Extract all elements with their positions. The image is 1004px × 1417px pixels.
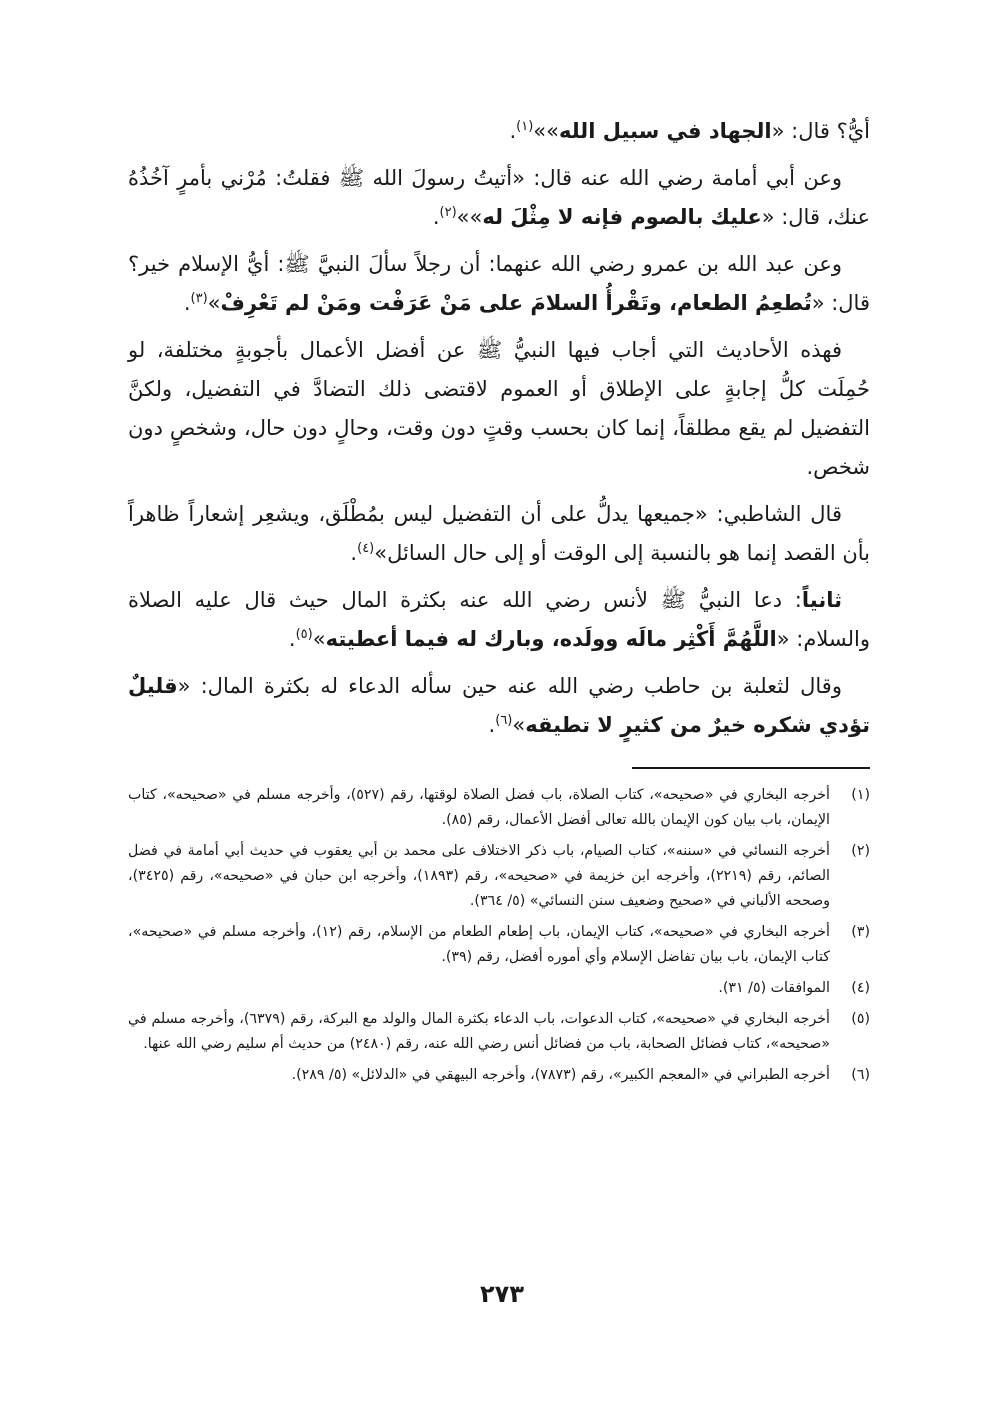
paragraph-1 xyxy=(128,112,870,151)
text-segment: . xyxy=(488,713,496,737)
text-segment: أيُّ؟ قال: « xyxy=(771,119,870,143)
footnote-text: الموافقات (٥/ ٣١). xyxy=(718,980,830,996)
text-segment: . xyxy=(183,291,191,315)
hadith-text: الجهاد في سبيل الله xyxy=(559,119,772,143)
paragraph-2 xyxy=(128,159,870,237)
footnote-5 xyxy=(128,1007,870,1057)
text-segment: وقال لثعلبة بن حاطب رضي الله عنه حين سأله الدعاء له بكثرة المال: « xyxy=(177,674,842,698)
footnote-4 xyxy=(128,976,870,1001)
hadith-text: قليلٌ تؤدي شكره خيرٌ من كثيرٍ لا تطيقه xyxy=(128,674,870,737)
text-segment: . xyxy=(288,627,296,651)
footnote-3 xyxy=(128,920,870,970)
footnote-number: (٥) xyxy=(851,1011,870,1027)
footnote-2 xyxy=(128,839,870,914)
text-segment: . xyxy=(509,119,517,143)
page-content xyxy=(128,112,870,1094)
footnote-text: أخرجه الطبراني في «المعجم الكبير»، رقم (٧٨٧٣)، وأخرجه البيهقي في «الدلائل» (٥/ ٢٨٩). xyxy=(291,1067,830,1083)
text-segment: » xyxy=(312,627,326,651)
footnote-ref: (٥) xyxy=(295,627,313,642)
text-segment: فهذه الأحاديث التي أجاب فيها النبيُّ ﷺ عن أفضل الأعمال بأجوبةٍ مختلفة، لو حُمِلَت كلُّ إجابةٍ على الإطلاق أو العموم لاقتضى ذلك التضادَّ في التفضيل، ولكنَّ التفضيل لم يقع مطلقاً، إنما كان بحسب وقتٍ دون وقت، وحالٍ دون حال، وشخصٍ دون شخص. xyxy=(128,338,870,479)
footnote-ref: (٤) xyxy=(357,541,375,556)
text-segment: »» xyxy=(533,119,559,143)
footnote-separator xyxy=(632,767,870,769)
text-segment: قال الشاطبي: «جميعها يدلُّ على أن التفضيل ليس بمُطْلَق، ويشعِر إشعاراً ظاهراً بأن القصد إنما هو بالنسبة إلى الوقت أو إلى حال السائل» xyxy=(128,502,870,565)
text-segment: . xyxy=(432,205,440,229)
footnote-number: (٢) xyxy=(851,843,870,859)
footnote-text: أخرجه البخاري في «صحيحه»، كتاب الصلاة، باب فضل الصلاة لوقتها، رقم (٥٢٧)، وأخرجه مسلم في «صحيحه»، كتاب الإيمان، باب بيان كون الإيمان بالله تعالى أفضل الأعمال، رقم (٨٥). xyxy=(128,787,830,828)
text-segment: » xyxy=(512,713,526,737)
footnote-number: (٦) xyxy=(851,1067,870,1083)
paragraph-6 xyxy=(128,581,870,659)
hadith-text: عليك بالصوم فإنه لا مِثْلَ له xyxy=(482,205,762,229)
text-segment: : دعا النبيُّ ﷺ لأنس رضي الله عنه بكثرة المال حيث قال عليه الصلاة والسلام: « xyxy=(128,588,870,651)
main-text xyxy=(128,112,870,745)
footnote-number: (١) xyxy=(851,787,870,803)
footnote-number: (٤) xyxy=(851,980,870,996)
hadith-text: تُطعِمُ الطعام، وتَقْرأُ السلامَ على مَنْ عَرَفْت ومَنْ لم تَعْرِفْ xyxy=(220,291,812,315)
page-number: ٢٧٣ xyxy=(480,1280,524,1308)
footnote-text: أخرجه البخاري في «صحيحه»، كتاب الإيمان، باب إطعام الطعام من الإسلام، رقم (١٢)، وأخرجه مسلم في «صحيحه»، كتاب الإيمان، باب بيان تفاضل الإسلام وأي أموره أفضل، رقم (٣٩). xyxy=(128,924,830,965)
text-segment: وعن أبي أمامة رضي الله عنه قال: «أتيتُ رسولَ الله ﷺ فقلتُ: مُرْني بأمرٍ آخُذُهُ عنك، قال: « xyxy=(128,166,870,229)
hadith-text: ثانياً xyxy=(801,588,842,612)
footnotes xyxy=(128,783,870,1088)
paragraph-4 xyxy=(128,331,870,487)
paragraph-3 xyxy=(128,245,870,323)
footnote-ref: (١) xyxy=(516,119,534,134)
hadith-text: اللَّهُمَّ أَكْثِر مالَه وولَده، وبارك له فيما أعطيته xyxy=(325,627,777,651)
text-segment: . xyxy=(350,541,358,565)
footnote-text: أخرجه النسائي في «سننه»، كتاب الصيام، باب ذكر الاختلاف على محمد بن أبي يعقوب في حديث أبي أمامة في فضل الصائم، رقم (٢٢١٩)، وأخرجه ابن خزيمة في «صحيحه»، رقم (١٨٩٣)، وأخرجه ابن حبان في «صحيحه»، رقم (٣٤٢٥)، وصححه الألباني في «صحيح وضعيف سنن النسائي» (٥/ ٣٦٤). xyxy=(128,843,830,909)
paragraph-7 xyxy=(128,667,870,745)
footnote-number: (٣) xyxy=(851,924,870,940)
text-segment: » xyxy=(207,291,221,315)
text-segment: »» xyxy=(456,205,483,229)
footnote-6 xyxy=(128,1063,870,1088)
paragraph-5 xyxy=(128,495,870,573)
footnote-ref: (٣) xyxy=(190,291,208,306)
footnote-ref: (٢) xyxy=(439,205,457,220)
text-segment: وعن عبد الله بن عمرو رضي الله عنهما: أن رجلاً سألَ النبيَّ ﷺ: أيُّ الإسلام خير؟ قال: « xyxy=(128,252,870,315)
footnote-ref: (٦) xyxy=(495,713,513,728)
footnote-text: أخرجه البخاري في «صحيحه»، كتاب الدعوات، باب الدعاء بكثرة المال والولد مع البركة، رقم (٦٣٧٩)، وأخرجه مسلم في «صحيحه»، كتاب فضائل الصحابة، باب من فضائل أنس رضي الله عنه، رقم (٢٤٨٠) من حديث أم سليم رضي الله عنها. xyxy=(128,1011,830,1052)
footnote-1 xyxy=(128,783,870,833)
